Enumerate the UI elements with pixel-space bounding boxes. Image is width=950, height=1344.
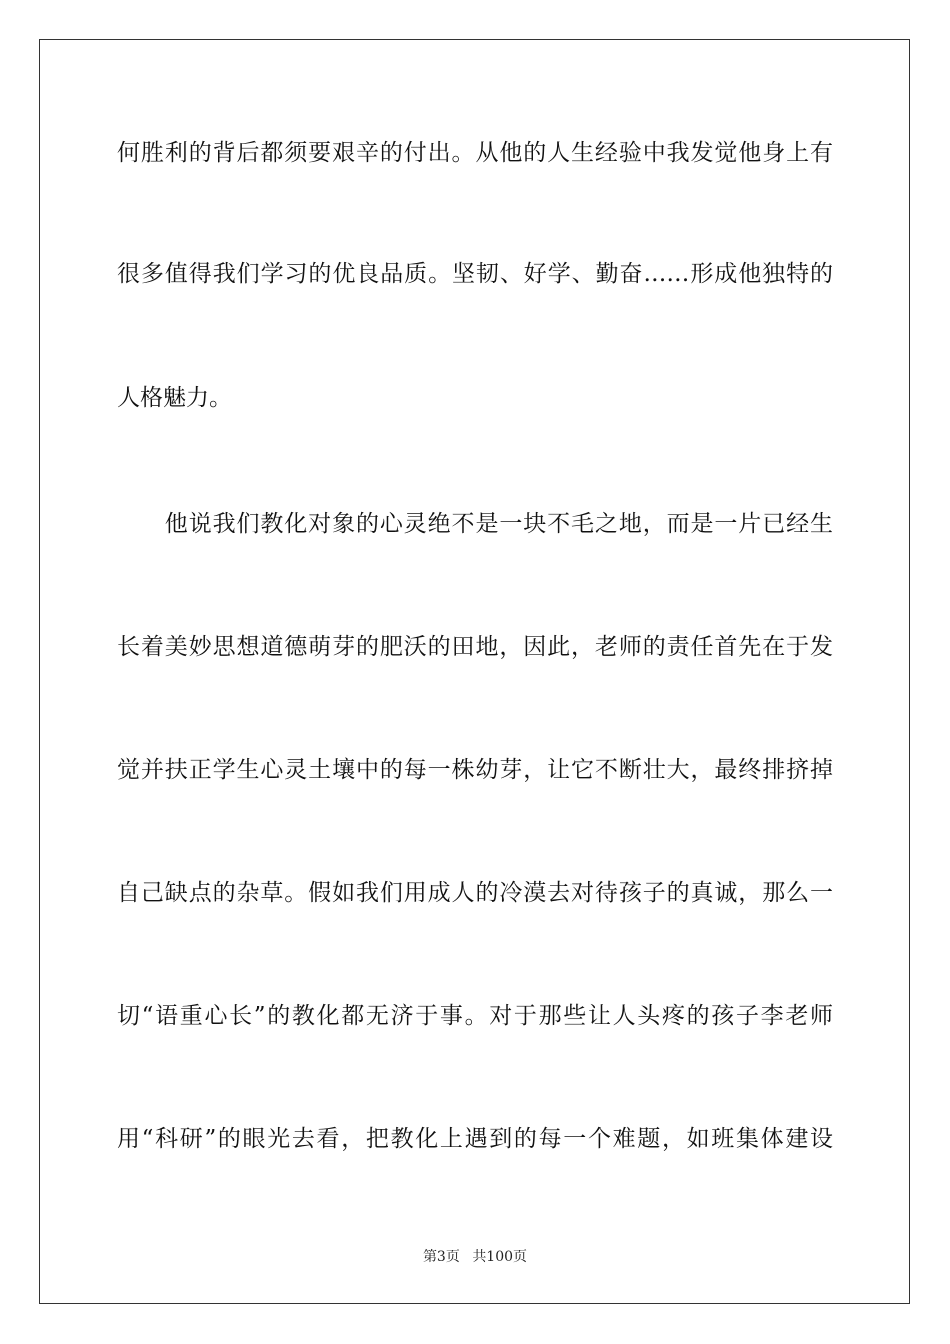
page-number: 第3页 — [422, 1249, 460, 1265]
page-footer — [0, 1248, 950, 1266]
text-line: 长着美妙思想道德萌芽的肥沃的田地，因此，老师的责任首先在于发 — [117, 634, 833, 660]
text-line: 他说我们教化对象的心灵绝不是一块不毛之地，而是一片已经生 — [117, 511, 833, 537]
text-line: 很多值得我们学习的优良品质。坚韧、好学、勤奋……形成他独特的 — [117, 261, 833, 287]
text-line: 何胜利的背后都须要艰辛的付出。从他的人生经验中我发觉他身上有 — [117, 140, 833, 166]
page-border — [39, 39, 910, 1304]
text-line: 切“语重心长”的教化都无济于事。对于那些让人头疼的孩子李老师 — [117, 1003, 833, 1029]
page-total: 共100页 — [472, 1249, 528, 1265]
text-line: 自己缺点的杂草。假如我们用成人的冷漠去对待孩子的真诚，那么一 — [117, 880, 833, 906]
text-line: 觉并扶正学生心灵土壤中的每一株幼芽，让它不断壮大，最终排挤掉 — [117, 757, 833, 783]
text-line: 用“科研”的眼光去看，把教化上遇到的每一个难题，如班集体建设 — [117, 1126, 833, 1152]
text-line: 人格魅力。 — [117, 385, 232, 411]
